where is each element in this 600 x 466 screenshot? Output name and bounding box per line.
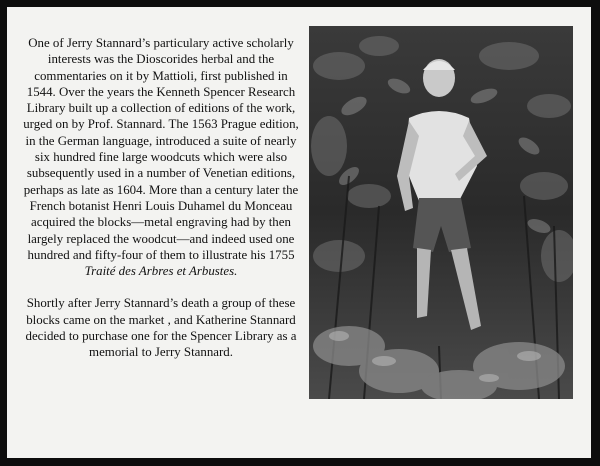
text-column (21, 35, 301, 361)
book-title: Traité des Arbres et Arbustes. (84, 264, 238, 279)
paragraph-1 (21, 35, 301, 279)
paragraph-2: Shortly after Jerry Stannard’s death a group of these blocks came on the market , and Katherine Stannard decided to purchase one for the Spencer Library as a memorial to Jerry Stannard. (25, 296, 297, 360)
portrait-photo (309, 26, 573, 399)
paragraph-1-text: One of Jerry Stannard’s particulary active scholarly interests was the Dioscorides herbal and the commentaries on it by Mattioli, first published in 1544. Over the years the Kenneth Spencer Research Library built up a collection of editions of the work, urged on by Prof. Stannard. The 1563 Prague edition, in the German language, introduced a suite of nearly six hundred fine large woodcuts which were also subsequently used in a number of Venetian editions, perhaps as late as 1604. More than a century later the French botanist Henri Louis Duhamel du Monceau acquired the blocks—metal engraving had by then largely replaced the woodcut—and indeed used one hundred and fifty-four of them to illustrate his 1755 (23, 36, 299, 262)
garden-portrait-image (309, 26, 573, 399)
memorial-card (7, 7, 591, 458)
